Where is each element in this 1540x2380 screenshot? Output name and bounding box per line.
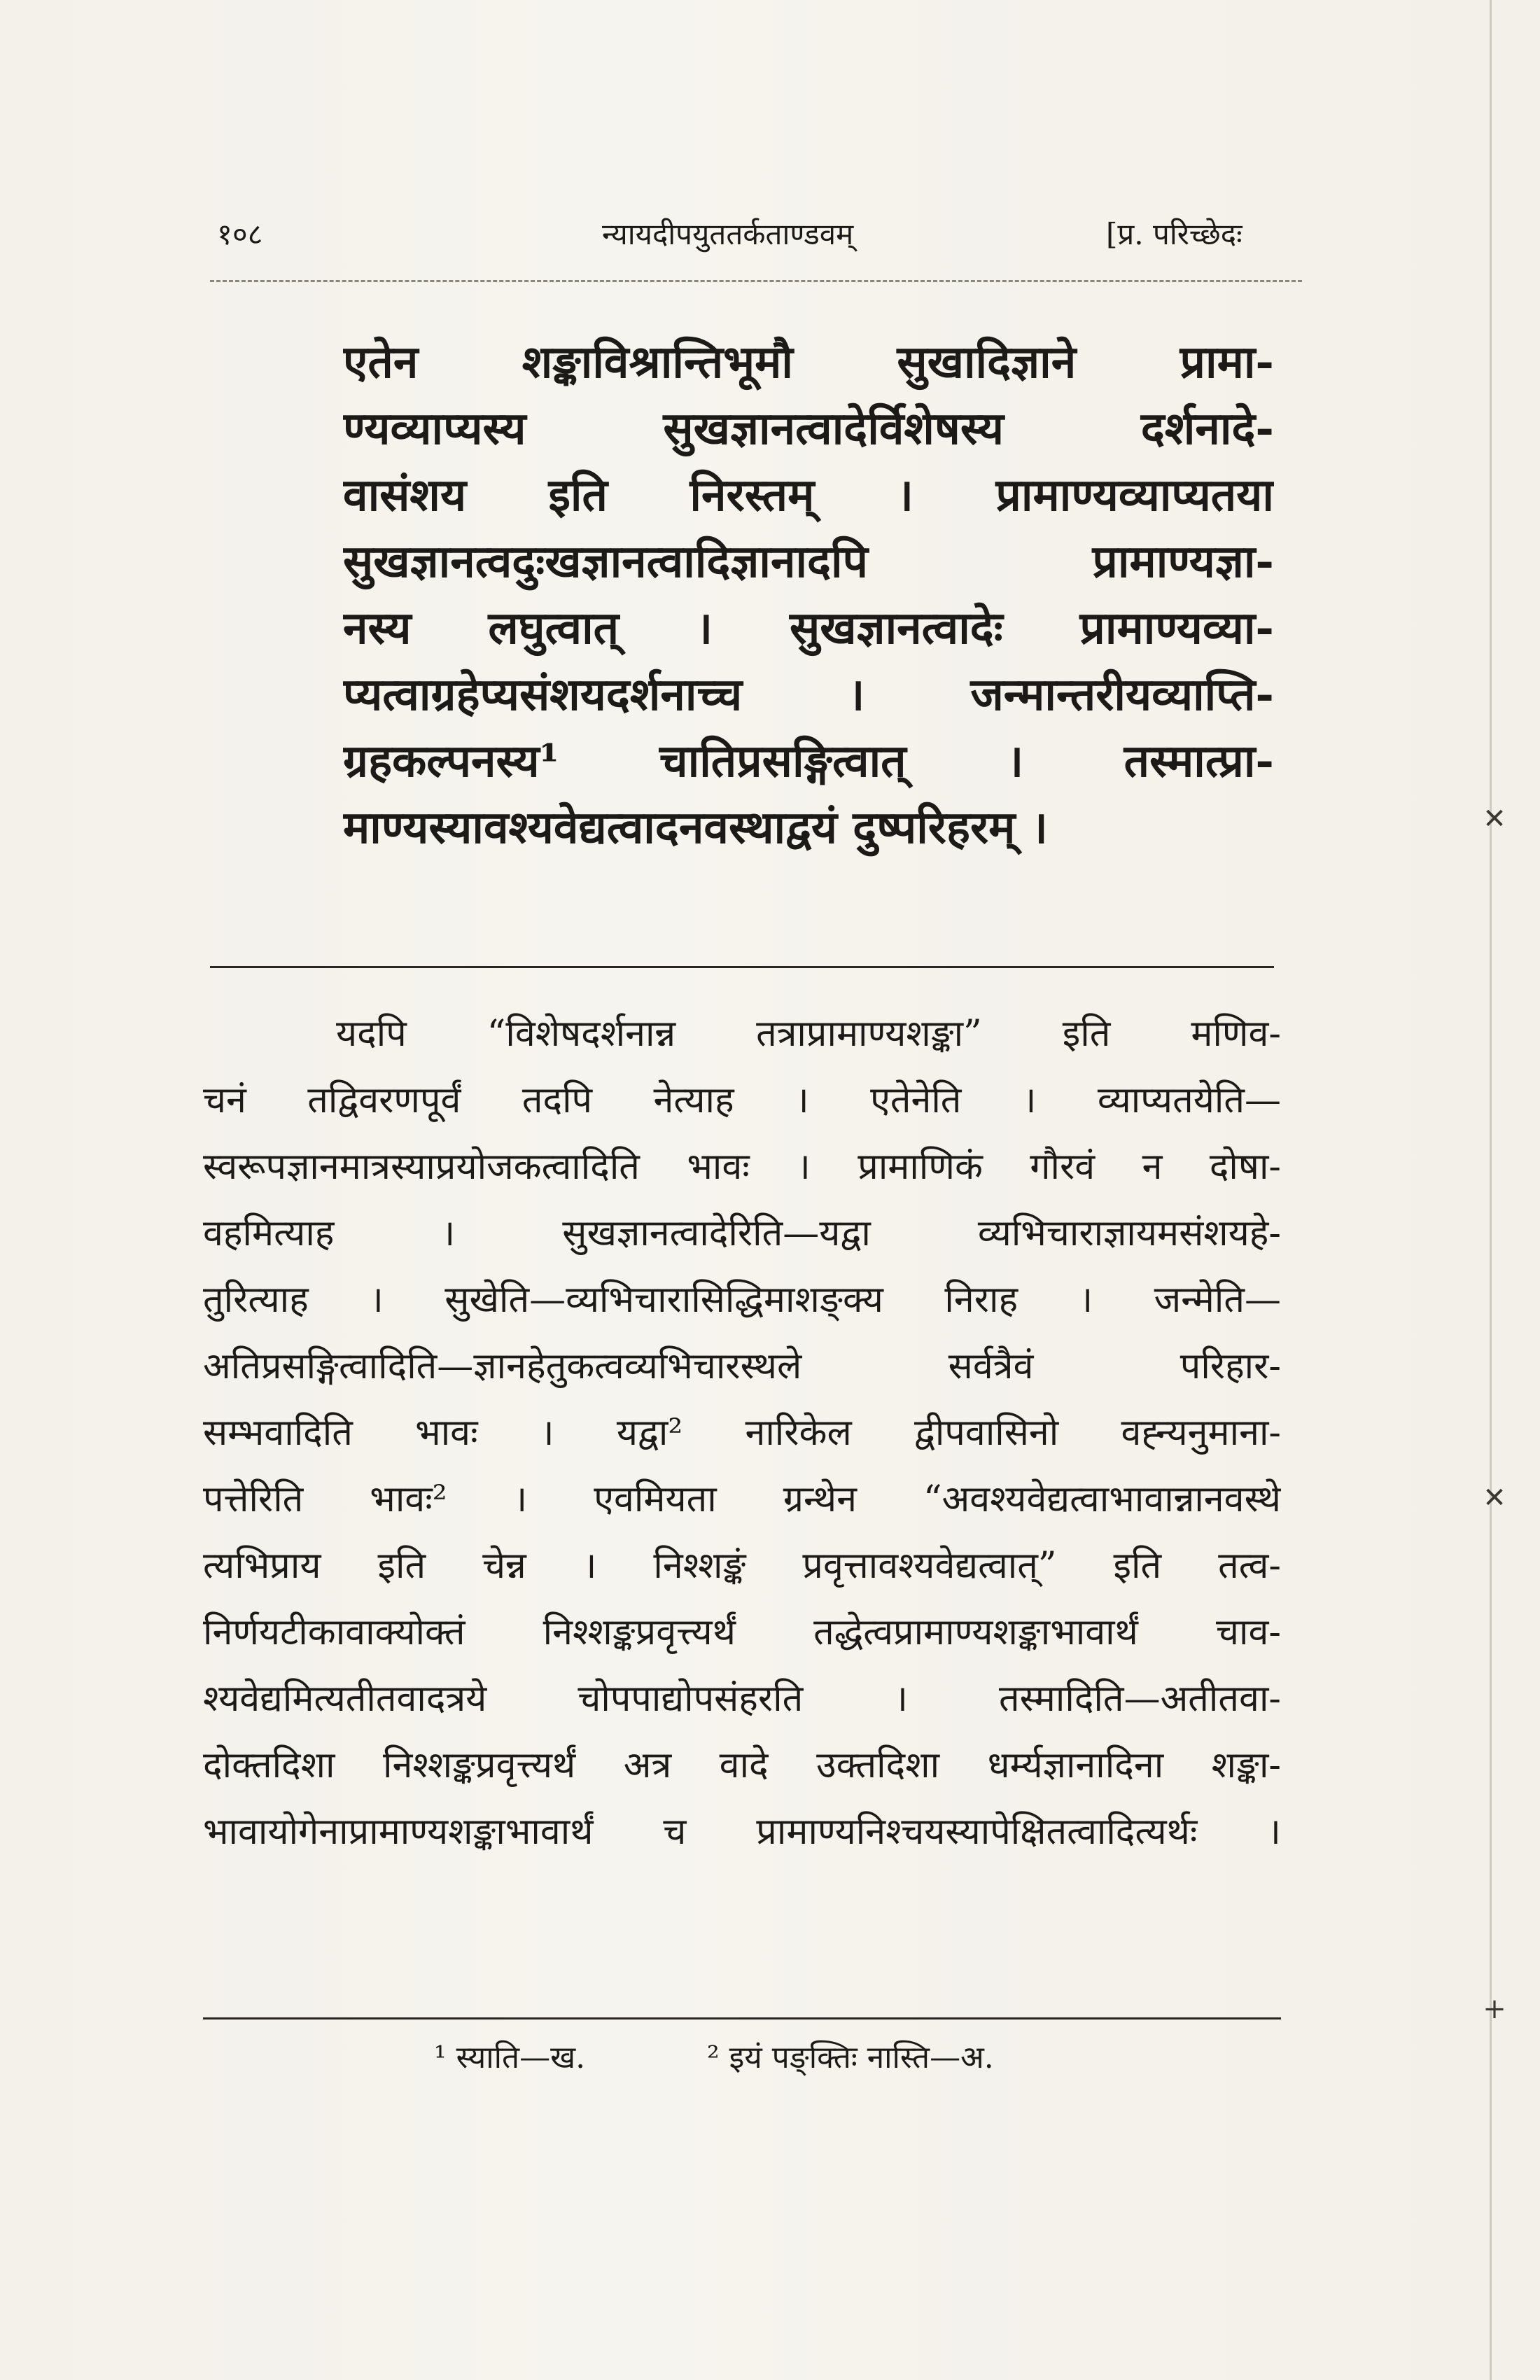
header-divider <box>210 280 1302 282</box>
commentary-line: दोक्तदिशा निश्शङ्कप्रवृत्त्यर्थं अत्र वादे उक्तदिशा धर्म्यज्ञानादिना शङ्का- <box>203 1744 1281 1786</box>
main-text-line: एतेन शङ्काविश्रान्तिभूमौ सुखादिज्ञाने प्रामा- <box>343 336 1274 388</box>
footnote-2: ² इयं पङ्क्तिः नास्ति—अ. <box>707 2040 994 2076</box>
commentary-line: सम्भवादिति भावः । यद्वा² नारिकेल द्वीपवासिनो वह्न्यनुमाना- <box>203 1412 1281 1454</box>
commentary-line: निर्णयटीकावाक्योक्तं निश्शङ्कप्रवृत्त्यर्थं तद्धेत्वप्रामाण्यशङ्काभावार्थं चाव- <box>203 1611 1281 1653</box>
commentary-line: त्यभिप्राय इति चेन्न । निश्शङ्कं प्रवृत्तावश्यवेद्यत्वात्” इति तत्व- <box>203 1545 1281 1587</box>
footnote-divider <box>203 2017 1281 2019</box>
footnote-1: ¹ स्याति—ख. <box>434 2040 586 2076</box>
commentary-line: स्वरूपज्ञानमात्रस्याप्रयोजकत्वादिति भावः । प्रामाणिकं गौरवं न दोषा- <box>203 1146 1281 1188</box>
page-number: १०८ <box>217 217 263 251</box>
commentary-line: श्यवेद्यमित्यतीतवादत्रये चोपपाद्योपसंहरति । तस्मादिति—अतीतवा- <box>203 1678 1281 1720</box>
footnotes <box>434 2030 1274 2086</box>
commentary-line: अतिप्रसङ्गित्वादिति—ज्ञानहेतुकत्वव्यभिचारस्थले सर्वत्रैवं परिहार- <box>203 1345 1281 1387</box>
margin-mark-icon: ✕ <box>1483 803 1506 835</box>
main-text-line: माण्यस्यावश्यवेद्यत्वादनवस्थाद्वयं दुष्परिहरम् । <box>343 802 1048 854</box>
main-text-line: वासंशय इति निरस्तम् । प्रामाण्यव्याप्यतया <box>343 469 1274 522</box>
commentary-line: चनं तद्विवरणपूर्वं तदपि नेत्याह । एतेनेति । व्याप्यतयेति— <box>203 1079 1281 1121</box>
chapter-label: [प्र. परिच्छेदः <box>1106 217 1242 251</box>
main-text-line: सुखज्ञानत्वदुःखज्ञानत्वादिज्ञानादपि प्रामाण्यज्ञा- <box>343 536 1274 588</box>
commentary-line: तुरित्याह । सुखेति—व्यभिचारासिद्धिमाशङ्क्य निराह । जन्मेति— <box>203 1279 1281 1321</box>
main-text-block <box>343 329 1274 861</box>
running-head <box>210 210 1302 259</box>
main-text-line: प्यत्वाग्रहेप्यसंशयदर्शनाच्च । जन्मान्तरीयव्याप्ति- <box>343 668 1274 721</box>
commentary-line: वहमित्याह । सुखज्ञानत्वादेरिति—यद्वा व्यभिचाराज्ञायमसंशयहे- <box>203 1212 1281 1254</box>
commentary-line: पत्तेरिति भावः² । एवमियता ग्रन्थेन “अवश्यवेद्यत्वाभावान्नानवस्थे <box>203 1478 1281 1520</box>
book-title: न्यायदीपयुततर्कताण्डवम् <box>602 217 854 251</box>
main-text-line: नस्य लघुत्वात् । सुखज्ञानत्वादेः प्रामाण्यव्या- <box>343 602 1274 654</box>
commentary-line: यदपि “विशेषदर्शनान्न तत्राप्रामाण्यशङ्का” इति मणिव- <box>336 1013 1281 1055</box>
commentary-line: भावायोगेनाप्रामाण्यशङ्काभावार्थं च प्रामाण्यनिश्चयस्यापेक्षितत्वादित्यर्थः । <box>203 1811 1281 1853</box>
commentary-block <box>203 1001 1281 1865</box>
main-text-line: ग्रहकल्पनस्य¹ चातिप्रसङ्गित्वात् । तस्मात्प्रा- <box>343 735 1274 788</box>
main-text-divider <box>210 966 1274 968</box>
main-text-line: ण्यव्याप्यस्य सुखज्ञानत्वादेर्विशेषस्य दर्शनादे- <box>343 402 1274 455</box>
margin-mark-icon: ✕ <box>1483 1482 1506 1514</box>
margin-mark-icon: + <box>1483 1993 1506 2025</box>
